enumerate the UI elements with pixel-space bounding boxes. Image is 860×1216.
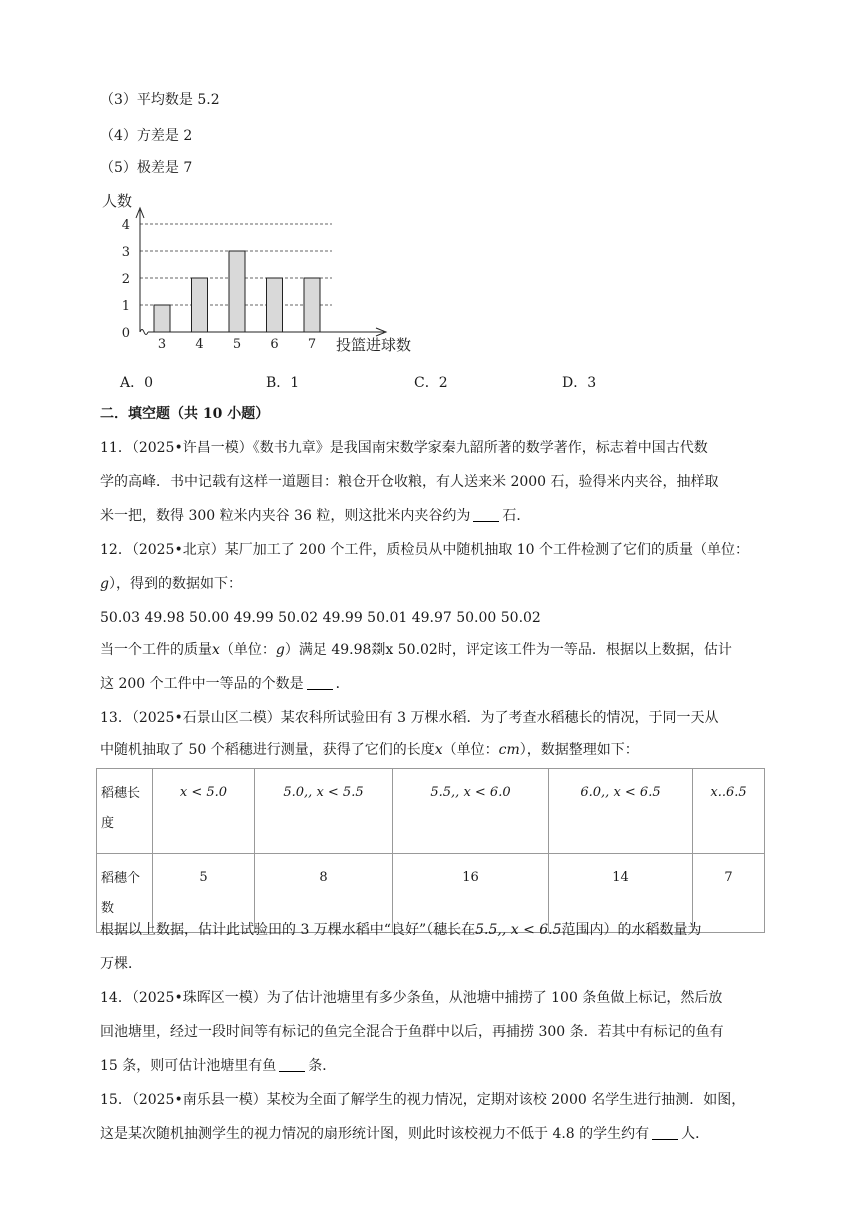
- q12-text: ．: [335, 676, 350, 692]
- axis-break: [140, 330, 148, 335]
- q15-line-1: 15．（2025•南乐县一模）某校为全面了解学生的视力情况，定期对该校 2000 名学生进行抽测．如图，: [100, 1092, 746, 1108]
- option-value: 1: [290, 375, 300, 391]
- q15-unit: 人．: [681, 1126, 710, 1142]
- q13-text: 范围内）的水稻数量为: [561, 922, 702, 938]
- table-cell: 8: [255, 854, 393, 933]
- q13-text: 根据以上数据，估计此试验田的 3 万棵水稻中“良好”（穗长在: [100, 922, 476, 938]
- unit-g: g: [100, 576, 109, 592]
- option-a[interactable]: [120, 372, 153, 392]
- answer-blank[interactable]: [307, 675, 333, 690]
- x-tick-label: 3: [157, 337, 167, 352]
- statement-4: （4）方差是 2: [100, 128, 193, 144]
- bar: [154, 305, 170, 332]
- q12-line-1: 12．（2025•北京）某厂加工了 200 个工件，质检员从中随机抽取 10 个工件检测了它们的质量（单位：: [100, 542, 750, 558]
- y-tick-label: 3: [121, 245, 130, 260]
- q12-text: 当一个工件的质量: [100, 642, 212, 658]
- x-tick-label: 4: [195, 337, 204, 352]
- chart-axes: [136, 208, 386, 336]
- option-value: 2: [438, 375, 448, 391]
- section-title: 二．填空题（共 10 小题）: [100, 406, 270, 422]
- q14-text: 15 条，则可估计池塘里有鱼: [100, 1058, 277, 1074]
- table-row: [97, 769, 765, 854]
- q14-line-2: 回池塘里，经过一段时间等有标记的鱼完全混合于鱼群中以后，再捕捞 300 条．若其中有标记的鱼有: [100, 1024, 724, 1040]
- statement-3: （3）平均数是 5.2: [100, 92, 220, 108]
- bar: [192, 278, 208, 332]
- q13-after-2: 万棵．: [100, 956, 142, 972]
- table-cell: 7: [693, 854, 765, 933]
- y-tick-label: 0: [121, 326, 130, 341]
- unit-g: g: [275, 642, 285, 658]
- y-tick-labels: [122, 218, 130, 341]
- x-tick-label: 7: [307, 337, 317, 352]
- q11-text: 米一把，数得 300 粒米内夹谷 36 粒，则这批米内夹谷约为: [100, 508, 471, 524]
- option-value: 0: [144, 375, 154, 391]
- q14-line-1: 14．（2025•珠晖区一模）为了估计池塘里有多少条鱼，从池塘中捕捞了 100 条鱼做上标记，然后放: [100, 990, 723, 1006]
- q13-line-1: 13．（2025•石景山区二模）某农科所试验田有 3 万棵水稻．为了考查水稻穗长的情况，于同一天从: [100, 710, 719, 726]
- y-tick-label: 4: [121, 218, 130, 233]
- answer-blank[interactable]: [279, 1057, 305, 1072]
- range-expression: 5.5,, x < 6.5: [475, 922, 562, 938]
- answer-blank[interactable]: [473, 507, 499, 522]
- x-tick-label: 6: [270, 337, 279, 352]
- var-x: x: [212, 642, 220, 658]
- table-cell: 5: [153, 854, 255, 933]
- table-header-cell: 稻穗个 数: [97, 854, 153, 933]
- option-b[interactable]: [266, 372, 299, 392]
- x-tick-label: 5: [232, 337, 242, 352]
- x-tick-labels: [158, 337, 316, 352]
- bar: [304, 278, 320, 332]
- q14-line-3: [100, 1056, 336, 1076]
- table-header-cell: 稻穗长 度: [97, 769, 153, 854]
- table-cell: 5.0,, x < 5.5: [255, 769, 393, 854]
- q14-unit: 条．: [308, 1058, 337, 1074]
- answer-blank[interactable]: [652, 1125, 678, 1140]
- table-cell: 5.5,, x < 6.0: [393, 769, 549, 854]
- q13-text: （单位：: [442, 742, 499, 758]
- q13-text: 中随机抽取了 50 个稻穗进行测量，获得了它们的长度: [100, 742, 435, 758]
- chart-bars: [154, 251, 320, 332]
- q12-line-5: [100, 674, 350, 694]
- data-table: [96, 768, 765, 933]
- table-cell: 14: [549, 854, 693, 933]
- var-x: x: [434, 742, 443, 758]
- bar: [267, 278, 283, 332]
- q13-after-1: [100, 920, 702, 940]
- statement-5: （5）极差是 7: [100, 160, 193, 176]
- q13-text: ），数据整理如下：: [519, 742, 639, 758]
- bar: [229, 251, 245, 332]
- bar-chart: [100, 188, 430, 358]
- y-tick-label: 2: [121, 272, 130, 287]
- q11-line-2: 学的高峰．书中记载有这样一道题目：粮仓开仓收粮，有人送来米 2000 石，验得米内夹谷，抽样取: [100, 474, 719, 490]
- q11-line-3: [100, 506, 530, 526]
- y-axis-label: 人数: [102, 192, 133, 210]
- option-letter: C．: [414, 375, 439, 391]
- option-value: 3: [587, 375, 597, 391]
- option-d[interactable]: [562, 372, 596, 392]
- y-tick-label: 1: [121, 299, 130, 314]
- q11-unit: 石．: [502, 508, 531, 524]
- q12-data-line: 50.03 49.98 50.00 49.99 50.02 49.99 50.01 49.97 50.00 50.02: [100, 610, 541, 626]
- table-cell: 6.0,, x < 6.5: [549, 769, 693, 854]
- q12-line-2: [100, 574, 242, 594]
- q11-line-1: 11．（2025•许昌一模）《数书九章》是我国南宋数学家秦九韶所著的数学著作，标志着中国古代数: [100, 440, 708, 456]
- option-letter: A．: [120, 375, 145, 391]
- unit-cm: cm: [498, 742, 520, 758]
- table-cell: 16: [393, 854, 549, 933]
- option-c[interactable]: [414, 372, 448, 392]
- q12-text: （单位：: [219, 642, 276, 658]
- q13-line-2: [100, 740, 639, 760]
- q15-text: 这是某次随机抽测学生的视力情况的扇形统计图，则此时该校视力不低于 4.8 的学生约有: [100, 1126, 650, 1142]
- q12-line-4: [100, 640, 732, 660]
- x-axis-label: 投篮进球数: [336, 336, 412, 354]
- option-letter: B．: [266, 375, 291, 391]
- q12-text: ）满足 49.98剟x 50.02时，评定该工件为一等品．根据以上数据，估计: [284, 642, 732, 658]
- table-cell: x..6.5: [693, 769, 765, 854]
- table-cell: x < 5.0: [153, 769, 255, 854]
- option-letter: D．: [562, 375, 588, 391]
- q12-text: ），得到的数据如下：: [108, 576, 242, 592]
- q15-line-2: [100, 1124, 709, 1144]
- q12-text: 这 200 个工件中一等品的个数是: [100, 676, 304, 692]
